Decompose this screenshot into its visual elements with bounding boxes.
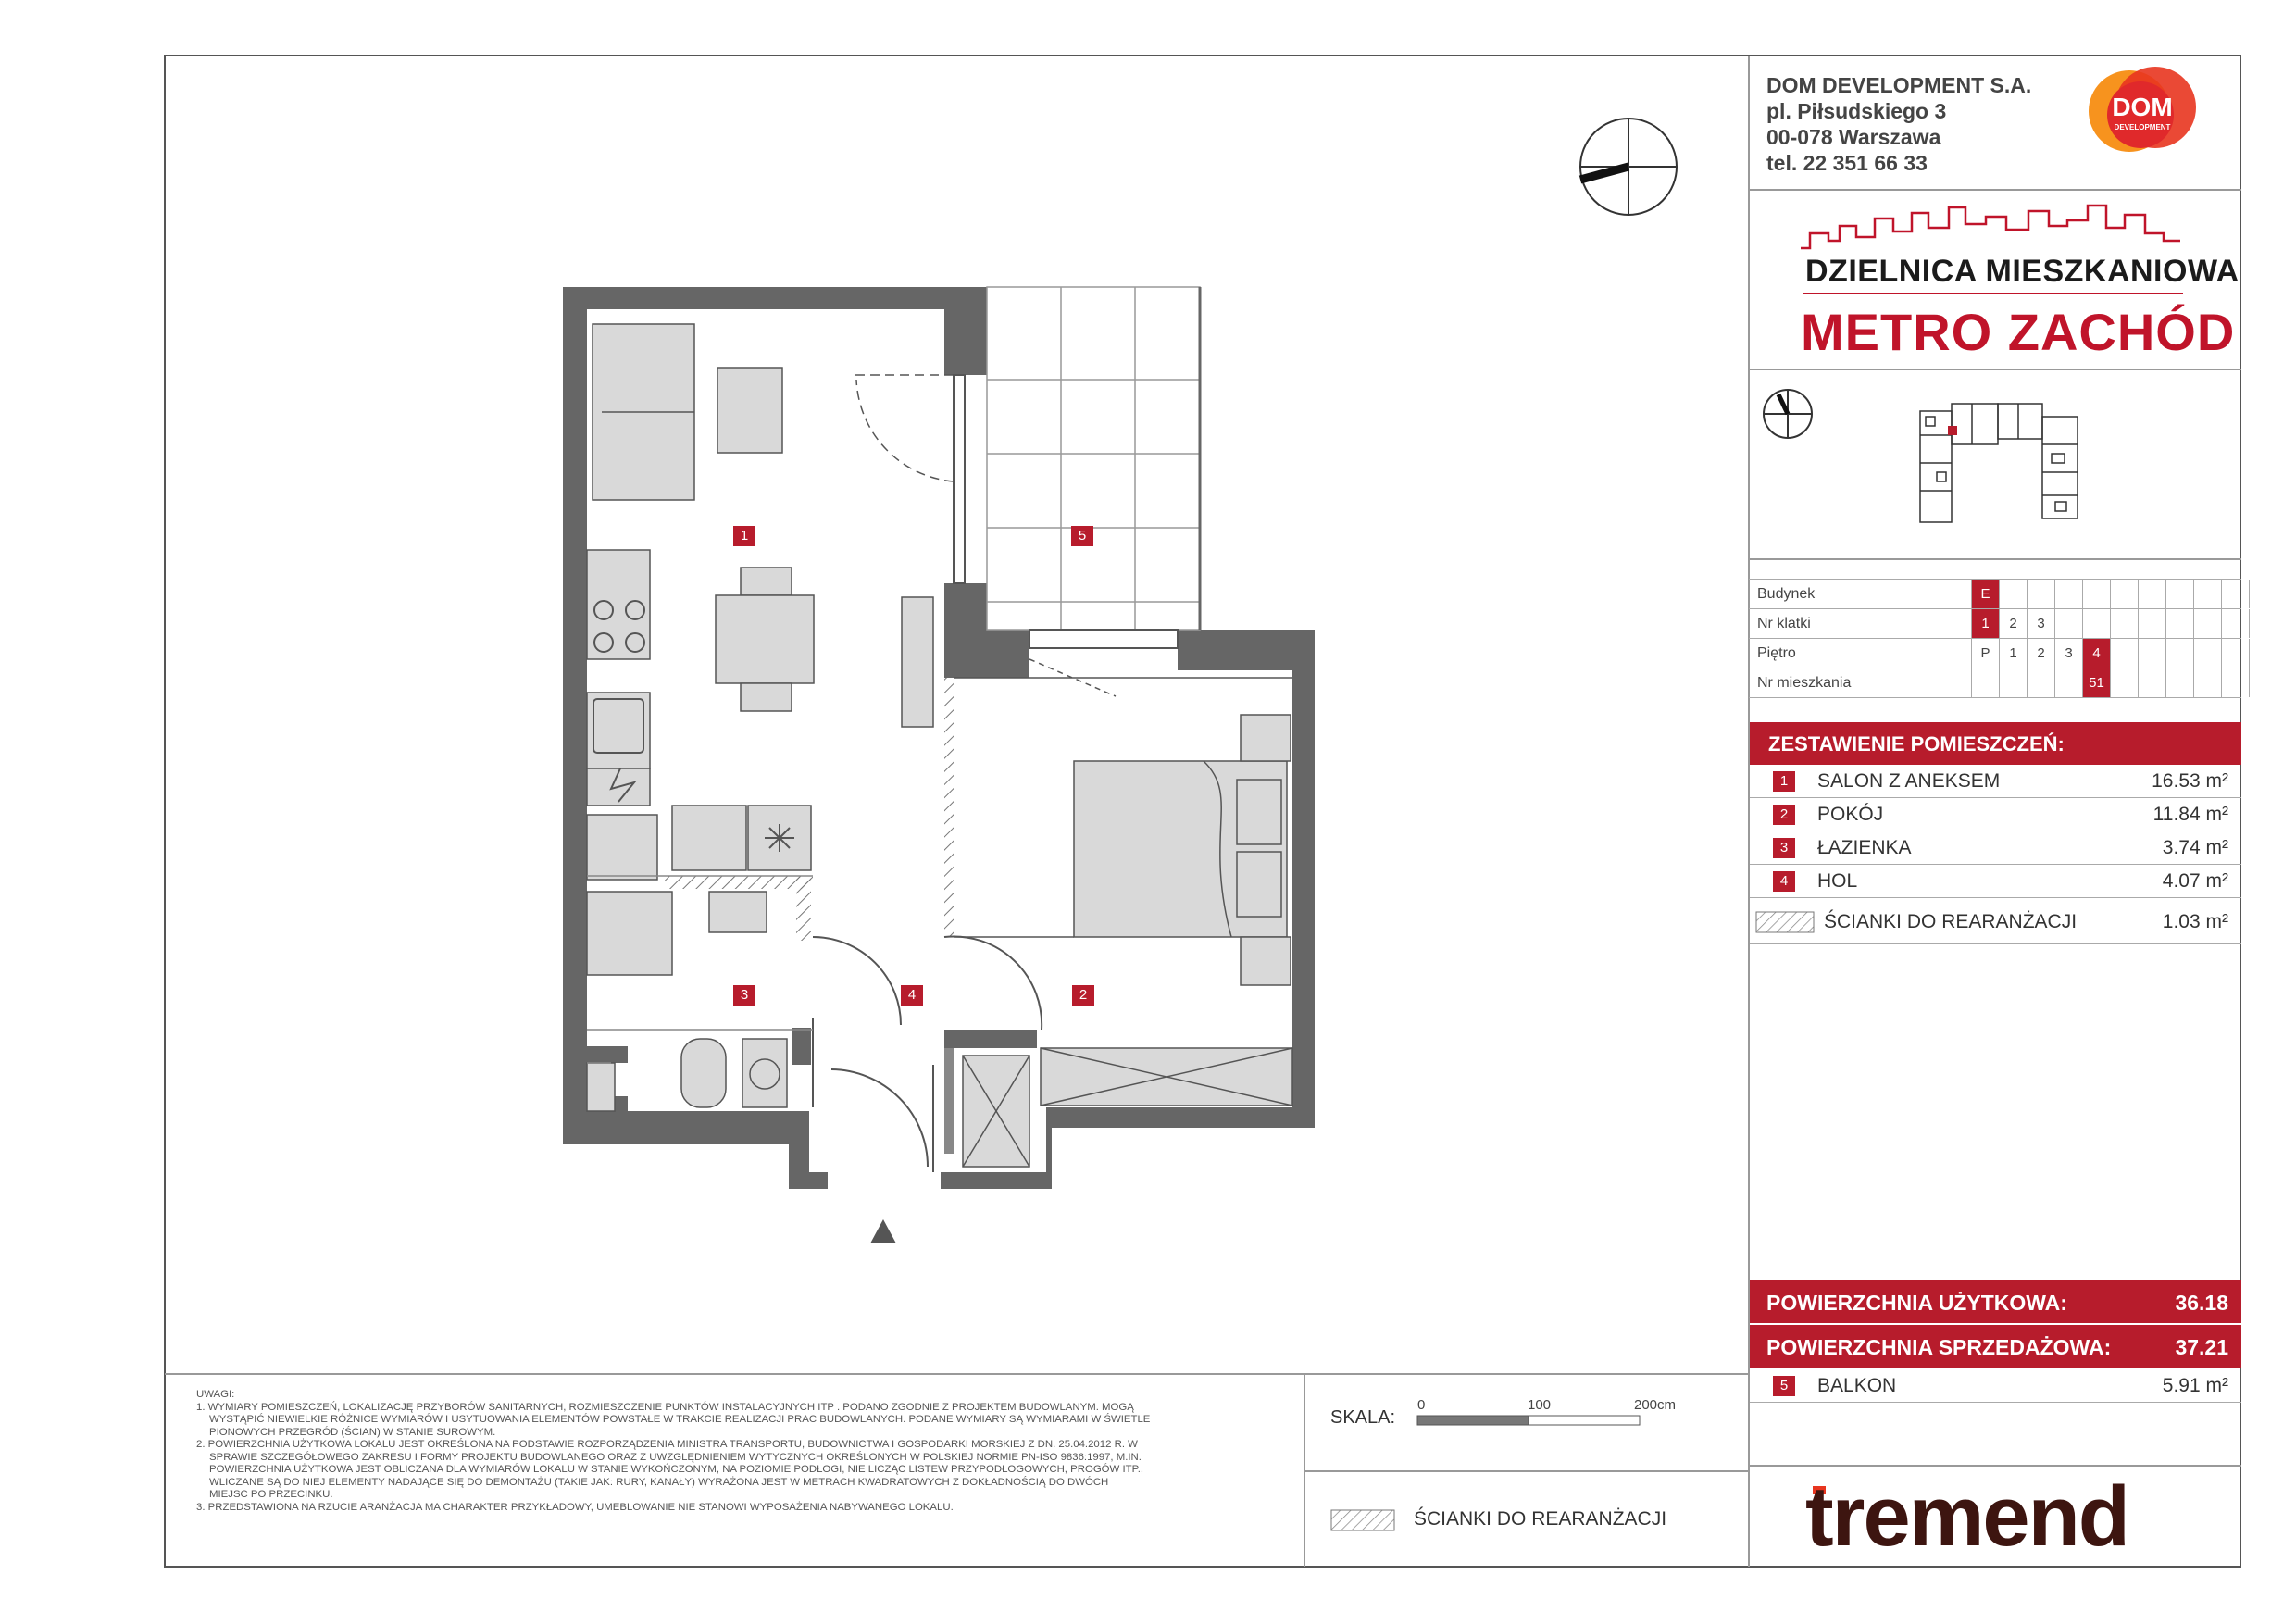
compass-small-icon — [1755, 381, 1829, 446]
company-street: pl. Piłsudskiego 3 — [1766, 99, 1947, 123]
skyline-icon — [1801, 200, 2180, 252]
keyplan-divider — [1749, 558, 2241, 560]
grid-cell — [2193, 668, 2221, 697]
svg-text:DOM: DOM — [2112, 93, 2173, 121]
hatch-swatch-icon — [1755, 911, 1815, 933]
grid-cell — [2249, 609, 2277, 638]
notes-line: 2. POWIERZCHNIA UŻYTKOWA LOKALU JEST OKREŚLONA NA PODSTAWIE ROZPORZĄDZENIA MINISTRA TRANSPORTU, BUDOWNICTWA I GOSPODARKI MORSKIEJ Z DN. 25.04.2012 R. W — [196, 1439, 1138, 1450]
entrance-arrow-icon — [870, 1219, 896, 1243]
grid-cell — [2110, 609, 2138, 638]
footer-top-line — [165, 1373, 1750, 1375]
grid-cell — [2138, 639, 2165, 668]
grid-cell — [2277, 580, 2296, 608]
svg-text:DEVELOPMENT: DEVELOPMENT — [2114, 123, 2171, 131]
grid-cell — [1971, 668, 1999, 697]
grid-cell — [2054, 609, 2082, 638]
grid-cell: P — [1971, 639, 1999, 668]
grid-cell — [2138, 668, 2165, 697]
project-title: METRO ZACHÓD — [1801, 303, 2236, 361]
grid-cell — [2165, 609, 2193, 638]
scale-tick-100: 100 — [1528, 1397, 1552, 1413]
scale-tick-200: 200cm — [1634, 1397, 1677, 1413]
plan-label-4: 4 — [901, 985, 923, 1006]
notes — [196, 1389, 1289, 1514]
company-info — [1766, 72, 2031, 176]
grid-cell — [2027, 668, 2054, 697]
grid-cell — [2193, 580, 2221, 608]
room-area: 11.84 m² — [2152, 804, 2228, 825]
grid-cell — [2249, 580, 2277, 608]
grid-row-label: Nr klatki — [1757, 616, 1811, 631]
partition-area: 1.03 m² — [2162, 911, 2228, 932]
grid-cell — [2110, 668, 2138, 697]
grid-cell — [2165, 580, 2193, 608]
plan-label-2: 2 — [1072, 985, 1094, 1006]
project-divider — [1749, 369, 2241, 370]
sale-area-row — [1750, 1325, 2241, 1368]
grid-cell — [2193, 609, 2221, 638]
grid-cell: 51 — [2082, 668, 2110, 697]
grid-cell — [2165, 668, 2193, 697]
plan-label-1: 1 — [733, 526, 755, 546]
notes-line: MIEJSC PO PRZECINKU. — [209, 1489, 333, 1500]
grid-bottom-line — [1749, 697, 2241, 698]
grid-cell — [2249, 639, 2277, 668]
partition-row — [1750, 898, 2241, 944]
notes-line: SPRAWIE SZCZEGÓŁOWEGO ZAKRESU I FORMY PROJEKTU BUDOWLANEGO ORAZ Z UWZGLĘDNIENIEM WYTYCZNYCH OKREŚLONYCH W POLSKIEJ NORMIE PN-ISO 9836:1997, M.IN. — [209, 1451, 1142, 1463]
grid-cell: 4 — [2082, 639, 2110, 668]
grid-cell — [2165, 639, 2193, 668]
grid-cell — [2249, 668, 2277, 697]
notes-line: WYSTĄPIĆ NIEWIELKIE RÓŻNICE WYMIARÓW I USYTUOWANIA ELEMENTÓW POWSTAŁE W TRAKCIE REALIZACJI PRAC BUDOWLANYCH. PODANE WYMIARY SĄ WYMIARAMI W ŚWIETLE — [209, 1414, 1151, 1425]
tremend-logo: tremend — [1805, 1469, 2128, 1564]
grid-cell — [2054, 580, 2082, 608]
partition-name: ŚCIANKI DO REARANŻACJI — [1824, 911, 2078, 932]
grid-cell: 2 — [2027, 639, 2054, 668]
grid-cell — [2082, 609, 2110, 638]
plan-label-3: 3 — [733, 985, 755, 1006]
project-rule — [1803, 293, 2183, 294]
usable-area-row — [1750, 1280, 2241, 1325]
notes-line: 1. WYMIARY POMIESZCZEŃ, LOKALIZACJĘ PRZYBORÓW SANITARNYCH, ROZMIESZCZENIE PUNKTÓW INSTALACYJNYCH ITP . PODANO ZGODNIE Z PROJEKTEM BUDOWLANYM. MOGĄ — [196, 1401, 1134, 1413]
room-row — [1750, 831, 2241, 865]
building-keyplan — [1916, 398, 2083, 528]
grid-cell — [2110, 580, 2138, 608]
grid-row-label: Piętro — [1757, 645, 1796, 661]
legend-label: ŚCIANKI DO REARANŻACJI — [1414, 1508, 1667, 1530]
room-number: 4 — [1773, 871, 1795, 892]
grid-cell — [2138, 609, 2165, 638]
plan-label-5: 5 — [1071, 526, 1093, 546]
scale-tick-0: 0 — [1417, 1397, 1426, 1413]
grid-cell — [2221, 609, 2249, 638]
company-name: DOM DEVELOPMENT S.A. — [1766, 73, 2032, 97]
grid-cell — [2054, 668, 2082, 697]
notes-title: UWAGI: — [196, 1389, 235, 1400]
grid-cell — [1999, 668, 2027, 697]
balcony-row — [1750, 1369, 2241, 1403]
rooms-header — [1750, 722, 2241, 765]
grid-cell: 3 — [2027, 609, 2054, 638]
company-phone: tel. 22 351 66 33 — [1766, 151, 1928, 175]
grid-cell: 1 — [1999, 639, 2027, 668]
grid-row-label: Nr mieszkania — [1757, 675, 1852, 691]
grid-cell — [2193, 639, 2221, 668]
balcony-area: 5.91 m² — [2162, 1375, 2228, 1396]
grid-cell — [2277, 639, 2296, 668]
balcony-tiles — [987, 287, 1200, 630]
room-area: 4.07 m² — [2162, 870, 2228, 892]
usable-area-value: 36.18 — [2175, 1291, 2228, 1315]
company-city: 00-078 Warszawa — [1766, 125, 1941, 149]
project-subtitle: DZIELNICA MIESZKANIOWA — [1805, 254, 2240, 289]
notes-line: WLICZANE SĄ DO NIEJ ELEMENTY NADAJĄCE SIĘ DO DEMONTAŻU (TAKIE JAK: RURY, KANAŁY) WYRAŻONA JEST W METRACH KWADRATOWYCH Z DOKŁADNOŚCIĄ DO DWÓCH — [209, 1476, 1109, 1488]
room-number: 1 — [1773, 771, 1795, 792]
rooms-title: ZESTAWIENIE POMIESZCZEŃ: — [1768, 732, 2065, 756]
scale-legend-divider — [1304, 1470, 1750, 1472]
notes-line: PIONOWYCH PRZEGRÓD (ŚCIAN) W STANIE SUROWYM. — [209, 1426, 496, 1438]
balcony-number: 5 — [1773, 1376, 1795, 1396]
grid-cell — [2221, 580, 2249, 608]
grid-row-label: Budynek — [1757, 586, 1816, 602]
usable-area-label: POWIERZCHNIA UŻYTKOWA: — [1766, 1291, 2067, 1315]
room-name: POKÓJ — [1817, 804, 1884, 825]
notes-line: 3. PRZEDSTAWIONA NA RZUCIE ARANŻACJA MA CHARAKTER PRZYKŁADOWY, UMEBLOWANIE NIE STANOWI WYPOSAŻENIA NABYWANEGO LOKALU. — [196, 1501, 954, 1513]
sidebar-bottom-divider — [1749, 1465, 2241, 1467]
grid-cell — [2110, 639, 2138, 668]
room-number: 2 — [1773, 805, 1795, 825]
grid-cell — [2027, 580, 2054, 608]
grid-cell — [2277, 668, 2296, 697]
grid-cell: 2 — [1999, 609, 2027, 638]
notes-line: POWIERZCHNIA UŻYTKOWA JEST OBLICZANA DLA WYMIARÓW LOKALU W STANIE WYKOŃCZONYM, NA POZIOMIE PODŁOGI, NIE LICZĄC LISTEW PRZYPODŁOGOWYCH, PROGÓW ITP., — [209, 1464, 1144, 1475]
grid-cell — [2082, 580, 2110, 608]
grid-cell — [1999, 580, 2027, 608]
room-area: 3.74 m² — [2162, 837, 2228, 858]
balcony-name: BALKON — [1817, 1375, 1897, 1396]
grid-cell — [2138, 580, 2165, 608]
room-row — [1750, 765, 2241, 798]
sale-area-value: 37.21 — [2175, 1335, 2228, 1359]
grid-cell: E — [1971, 580, 1999, 608]
grid-cell: 1 — [1971, 609, 1999, 638]
grid-cell — [2221, 639, 2249, 668]
legend-hatch-icon — [1330, 1509, 1397, 1533]
compass-icon — [1580, 119, 1677, 215]
grid-cell — [2221, 668, 2249, 697]
room-row — [1750, 798, 2241, 831]
room-name: SALON Z ANEKSEM — [1817, 770, 2001, 792]
scale-bar — [1416, 1415, 1657, 1428]
room-number: 3 — [1773, 838, 1795, 858]
scale-label: SKALA: — [1330, 1407, 1396, 1428]
room-name: HOL — [1817, 870, 1858, 892]
room-name: ŁAZIENKA — [1817, 837, 1912, 858]
dom-development-logo — [2083, 65, 2203, 157]
room-area: 16.53 m² — [2152, 770, 2228, 792]
room-row — [1750, 865, 2241, 898]
grid-cell: 3 — [2054, 639, 2082, 668]
company-divider — [1749, 189, 2241, 191]
sale-area-label: POWIERZCHNIA SPRZEDAŻOWA: — [1766, 1335, 2112, 1359]
grid-cell — [2277, 609, 2296, 638]
